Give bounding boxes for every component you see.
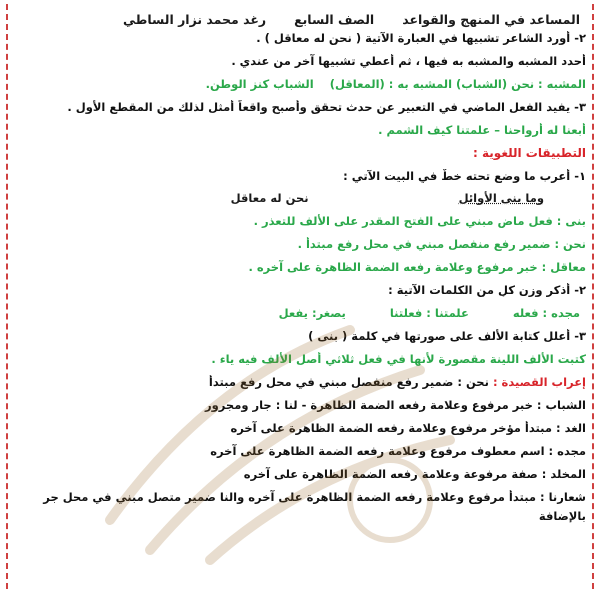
grammar-a3: معاقل : خبر مرفوع وعلامة رفعه الضمة الظاهرة على آخره . xyxy=(248,260,586,274)
verse-right: وما بنى الأوائل xyxy=(458,191,544,205)
grammar-q3: ٣- أعلل كتابة الألف على صورتها في كلمة ( بنى ) xyxy=(308,329,586,343)
page-header xyxy=(14,6,586,31)
q2-instruction: أحدد المشبه والمشبه به فيها ، ثم أعطي تشبيها آخر من عندي . xyxy=(231,54,586,68)
verse-left: نحن له معاقل xyxy=(230,191,309,205)
grammar-a-q3: كتبت الألف اللينة مقصورة لأنها في فعل ثلاثي أصل الألف فيه ياء . xyxy=(211,352,586,366)
q3-answer: أبعنا له أرواحنا – علمتنا كيف الشمم . xyxy=(378,123,586,137)
parsing-line: المخلد : صفة مرفوعة وعلامة رفعه الضمة الظاهرة على آخره xyxy=(243,467,586,481)
word-weight-item: علمتنا : فعلتنا xyxy=(389,306,469,320)
q2-prompt: ٢- أورد الشاعر تشبيها في العبارة الآتية ( نحن له معاقل ) . xyxy=(256,31,586,45)
section-title: التطبيقات اللغوية : xyxy=(473,146,586,160)
parsing-line: بالإضافة xyxy=(538,509,586,523)
q2-answer-extra: الشباب كنز الوطن. xyxy=(205,77,314,91)
grammar-q1: ١- أعرب ما وضع تحته خطٌ في البيت الآتي : xyxy=(343,169,586,183)
q3-prompt: ٣- يفيد الفعل الماضي في التعبير عن حدث تحقق وأصبح واقعاً أمثل لذلك من المقطع الأول . xyxy=(67,100,586,114)
verse xyxy=(14,191,586,205)
header-subject: المساعد في المنهج والقواعد xyxy=(402,12,580,27)
parsing-line: الغد : مبتدأ مؤخر مرفوع وعلامة رفعه الضمة الظاهرة على آخره xyxy=(230,421,586,435)
word-weights xyxy=(14,306,586,320)
q2-answer xyxy=(14,77,586,91)
grammar-a1: بنى : فعل ماضٍ مبني على الفتح المقدر على الألف للتعذر . xyxy=(253,214,586,228)
parsing-line: الشباب : خبر مرفوع وعلامة رفعه الضمة الظاهرة - لنا : جار ومجرور xyxy=(204,398,586,412)
parsing-first-text: نحن : ضمير رفع منفصل مبني في محل رفع مبتدأ xyxy=(208,375,489,389)
q2-answer-label: المشبه : نحن (الشباب) المشبه به : (المعاقل) xyxy=(329,77,586,91)
header-author: رغد محمد نزار الساطي xyxy=(122,12,267,27)
header-grade: الصف السابع xyxy=(294,12,375,27)
parsing-line: شعارنا : مبتدأ مرفوع وعلامة رفعه الضمة الظاهرة على آخره والنا ضمير متصل مبني في محل جر xyxy=(43,490,586,504)
word-weight-item: مجده : فعله xyxy=(512,306,580,320)
parsing-first xyxy=(14,375,586,389)
word-weight-item: يصغر: يفعل xyxy=(278,306,346,320)
grammar-a2: نحن : ضمير رفع منفصل مبني في محل رفع مبتدأ . xyxy=(297,237,586,251)
parsing-line: مجده : اسم معطوف مرفوع وعلامة رفعه الضمة الظاهرة على آخره xyxy=(210,444,586,458)
parsing-title: إعراب القصيدة : xyxy=(492,375,586,389)
grammar-q2: ٢- أذكر وزن كلٍ من الكلمات الآتية : xyxy=(388,283,586,297)
